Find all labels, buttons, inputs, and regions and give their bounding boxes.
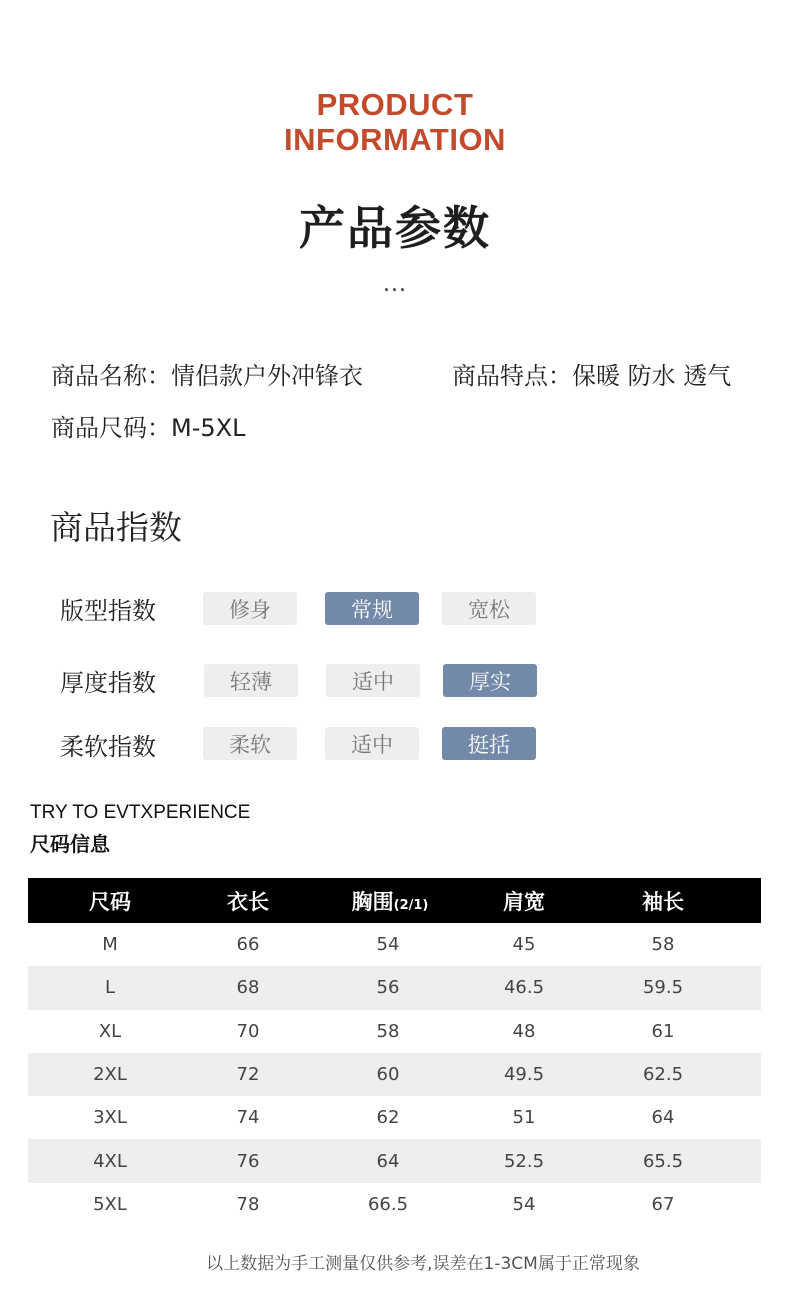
cell-chest: 54 bbox=[376, 934, 400, 956]
hero-title-line2: INFORMATION bbox=[284, 122, 506, 157]
cell-shoulder: 51 bbox=[512, 1107, 536, 1129]
cell-length: 70 bbox=[236, 1020, 260, 1042]
fit-option-loose: 宽松 bbox=[442, 592, 536, 625]
col-header-size: 尺码 bbox=[89, 889, 131, 914]
page-title: 产品参数 bbox=[299, 201, 491, 255]
col-header-chest bbox=[352, 886, 429, 916]
cell-shoulder: 48 bbox=[512, 1020, 536, 1042]
cell-size: 5XL bbox=[93, 1193, 127, 1215]
table-row bbox=[28, 1183, 761, 1226]
cell-length: 76 bbox=[236, 1150, 260, 1172]
col-header-chest-note: (2/1) bbox=[393, 897, 429, 913]
col-header-sleeve: 袖长 bbox=[642, 889, 684, 914]
thickness-option-medium: 适中 bbox=[326, 664, 420, 697]
cell-sleeve: 62.5 bbox=[642, 1064, 684, 1086]
index-label-softness: 柔软指数 bbox=[60, 733, 156, 761]
product-sizes: 商品尺码：M-5XL bbox=[51, 414, 246, 442]
fit-option-slim: 修身 bbox=[203, 592, 297, 625]
cell-chest: 60 bbox=[376, 1064, 400, 1086]
index-label-fit: 版型指数 bbox=[60, 597, 156, 625]
product-name: 商品名称：情侣款户外冲锋衣 bbox=[51, 362, 363, 390]
col-header-shoulder: 肩宽 bbox=[503, 889, 545, 914]
softness-option-stiff: 挺括 bbox=[442, 727, 536, 760]
cell-sleeve: 61 bbox=[651, 1020, 675, 1042]
footnote: 以上数据为手工测量仅供参考,误差在1-3CM属于正常现象 bbox=[206, 1254, 640, 1274]
size-heading-en: TRY TO EVTXPERIENCE bbox=[30, 802, 251, 823]
table-row bbox=[28, 966, 761, 1009]
cell-size: XL bbox=[98, 1020, 122, 1042]
cell-sleeve: 58 bbox=[651, 934, 675, 956]
cell-size: 4XL bbox=[93, 1150, 127, 1172]
cell-shoulder: 52.5 bbox=[503, 1150, 545, 1172]
index-label-thickness: 厚度指数 bbox=[60, 669, 156, 697]
cell-size: L bbox=[104, 977, 116, 999]
thickness-option-thick: 厚实 bbox=[443, 664, 537, 697]
dots-divider: ... bbox=[383, 272, 407, 297]
cell-size: M bbox=[102, 934, 118, 956]
cell-sleeve: 59.5 bbox=[642, 977, 684, 999]
cell-chest: 62 bbox=[376, 1107, 400, 1129]
cell-shoulder: 45 bbox=[512, 934, 536, 956]
product-features: 商品特点：保暖 防水 透气 bbox=[452, 362, 732, 390]
col-header-chest-label: 胸围 bbox=[351, 889, 394, 914]
softness-option-medium: 适中 bbox=[325, 727, 419, 760]
table-row bbox=[28, 923, 761, 966]
cell-length: 66 bbox=[236, 934, 260, 956]
cell-shoulder: 46.5 bbox=[503, 977, 545, 999]
col-header-length: 衣长 bbox=[227, 889, 269, 914]
table-row bbox=[28, 1053, 761, 1096]
thickness-option-thin: 轻薄 bbox=[204, 664, 298, 697]
softness-option-soft: 柔软 bbox=[203, 727, 297, 760]
table-row bbox=[28, 1010, 761, 1053]
cell-length: 74 bbox=[236, 1107, 260, 1129]
table-row bbox=[28, 1096, 761, 1139]
cell-shoulder: 49.5 bbox=[503, 1064, 545, 1086]
fit-option-regular: 常规 bbox=[325, 592, 419, 625]
cell-chest: 56 bbox=[376, 977, 400, 999]
cell-sleeve: 64 bbox=[651, 1107, 675, 1129]
size-table-header bbox=[28, 878, 761, 923]
cell-sleeve: 65.5 bbox=[642, 1150, 684, 1172]
hero-title-line1: PRODUCT bbox=[316, 87, 474, 122]
cell-chest: 58 bbox=[376, 1020, 400, 1042]
size-heading-cn: 尺码信息 bbox=[30, 832, 110, 856]
cell-length: 78 bbox=[236, 1193, 260, 1215]
cell-shoulder: 54 bbox=[512, 1193, 536, 1215]
cell-length: 72 bbox=[236, 1064, 260, 1086]
cell-chest: 66.5 bbox=[367, 1193, 409, 1215]
cell-sleeve: 67 bbox=[651, 1193, 675, 1215]
cell-size: 2XL bbox=[93, 1064, 127, 1086]
cell-chest: 64 bbox=[376, 1150, 400, 1172]
index-section-title: 商品指数 bbox=[50, 508, 182, 547]
table-row bbox=[28, 1139, 761, 1182]
cell-length: 68 bbox=[236, 977, 260, 999]
size-table bbox=[28, 878, 761, 1226]
cell-size: 3XL bbox=[93, 1107, 127, 1129]
